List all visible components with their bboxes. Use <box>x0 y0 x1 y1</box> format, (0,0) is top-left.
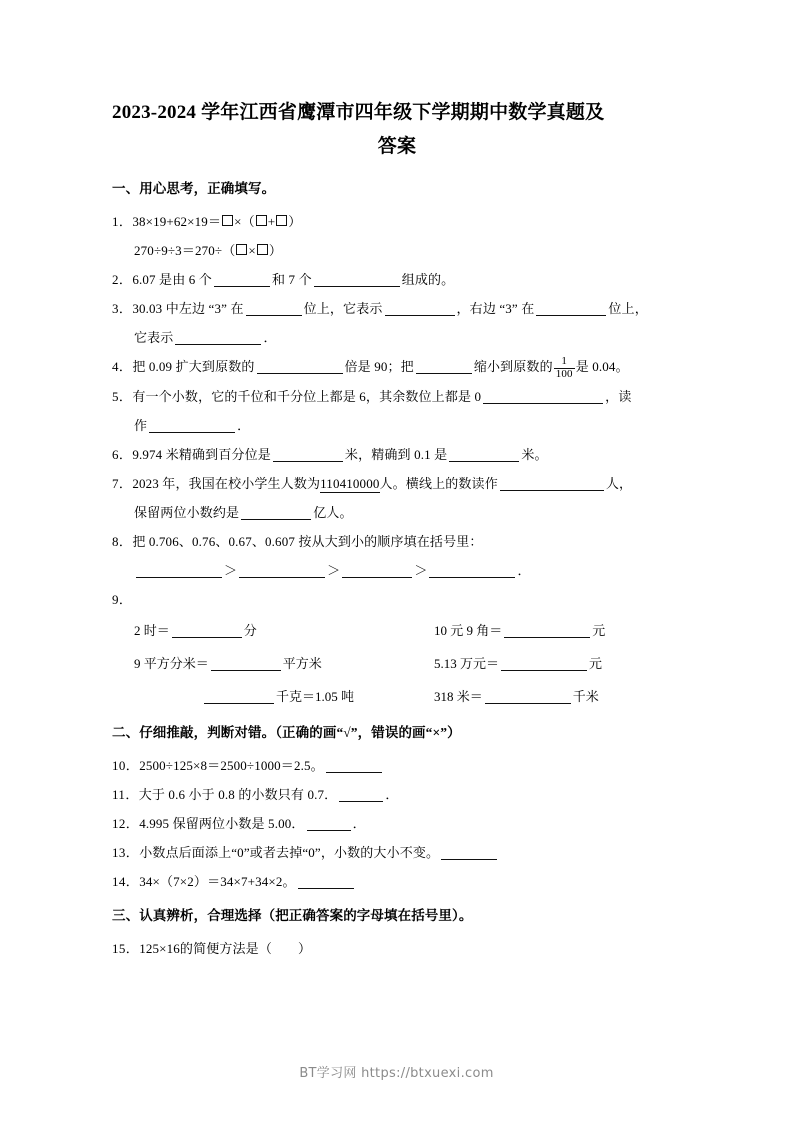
answer-box-icon[interactable] <box>222 215 233 226</box>
conversion-4-post: 元 <box>589 655 603 671</box>
question-5-text-c: 作 <box>134 417 148 433</box>
question-14-text: 34×（7×2）＝34×7+34×2。 <box>139 873 296 889</box>
blank-field[interactable] <box>241 506 311 520</box>
underlined-number: 110410000 <box>320 475 380 491</box>
question-3-text-b: 位上，它表示 <box>303 301 383 316</box>
question-2-text-a: 6.07 是由 6 个 <box>132 272 212 287</box>
question-5-number: 5． <box>112 388 133 404</box>
question-6-number: 6． <box>112 446 133 462</box>
blank-field[interactable] <box>485 690 571 704</box>
conversion-3-post: 平方米 <box>282 655 322 671</box>
question-8-gt-3: ＞ <box>414 562 428 578</box>
question-5-text-a: 有一个小数，它的千位和千分位上都是 6，其余数位上都是 0 <box>132 388 482 404</box>
blank-field[interactable] <box>246 302 302 316</box>
fraction-numerator: 1 <box>561 355 568 368</box>
question-9-line-1 <box>112 585 682 614</box>
question-12 <box>112 809 682 838</box>
blank-field[interactable] <box>483 390 603 404</box>
question-3-text-c: ，右边 “3” 在 <box>456 301 535 316</box>
question-2-text-b: 和 7 个 <box>271 272 312 287</box>
blank-field[interactable] <box>339 788 383 802</box>
question-5-text-b: ，读 <box>605 388 632 404</box>
blank-field[interactable] <box>172 624 242 638</box>
blank-field[interactable] <box>441 846 497 860</box>
question-7-line-1 <box>112 469 682 498</box>
question-5-line-1 <box>112 382 682 411</box>
conversion-6-post: 千米 <box>572 688 599 704</box>
question-7-text-a: 2023 年，我国在校小学生人数为 <box>132 475 321 491</box>
question-10-number: 10． <box>112 757 140 773</box>
question-9 <box>112 585 682 614</box>
question-14 <box>112 867 682 896</box>
page-title-line-2: 答案 <box>377 136 417 157</box>
footer-watermark: BT学习网 https://btxuexi.com <box>299 1066 494 1081</box>
answer-box-icon[interactable] <box>256 215 267 226</box>
blank-field[interactable] <box>149 419 235 433</box>
conversion-4-pre: 5.13 万元＝ <box>434 655 500 671</box>
question-15-line-1 <box>112 934 682 963</box>
blank-field[interactable] <box>504 624 590 638</box>
question-11-number: 11． <box>112 786 139 802</box>
question-6-line-1 <box>112 440 682 469</box>
question-8-number: 8． <box>112 533 133 549</box>
blank-field[interactable] <box>136 564 222 578</box>
section-heading-3: 三、认真辨析，合理选择（把正确答案的字母填在括号里）。 <box>112 907 473 923</box>
question-7-line-2 <box>112 498 682 527</box>
question-11 <box>112 780 682 809</box>
page-title <box>112 96 682 164</box>
question-3-text-f: ． <box>263 330 277 345</box>
question-4-number: 4． <box>112 359 133 374</box>
question-1-text-a: 38×19+62×19＝ <box>132 214 222 229</box>
question-3-line-1 <box>112 294 682 323</box>
conversion-row-3-left <box>134 680 434 713</box>
question-7 <box>112 469 682 527</box>
blank-field[interactable] <box>204 690 274 704</box>
section-heading-1: 一、用心思考，正确填写。 <box>112 181 276 196</box>
section-heading-2: 二、仔细推敲，判断对错。（正确的画“√”，错误的画“×”） <box>112 724 461 740</box>
question-7-number: 7． <box>112 475 133 491</box>
question-15-close: ） <box>298 940 312 956</box>
conversion-row-1-right <box>434 614 682 647</box>
question-3-number: 3． <box>112 301 133 316</box>
question-12-number: 12． <box>112 815 140 831</box>
question-3-text-e: 它表示 <box>134 330 174 345</box>
question-8-gt-1: ＞ <box>224 562 238 578</box>
answer-box-icon[interactable] <box>257 244 268 255</box>
conversion-row-3-right <box>434 680 682 713</box>
blank-field[interactable] <box>536 302 606 316</box>
question-2-text-c: 组成的。 <box>401 272 455 287</box>
document-content <box>112 96 682 963</box>
blank-field[interactable] <box>307 817 351 831</box>
question-1-text-f: × <box>248 243 256 258</box>
conversion-5-post: 千克＝1.05 吨 <box>276 688 355 704</box>
question-10 <box>112 751 682 780</box>
question-1-line-2 <box>112 236 682 265</box>
question-11-line-1 <box>112 780 682 809</box>
question-14-number: 14． <box>112 873 140 889</box>
question-6-text-a: 9.974 米精确到百分位是 <box>132 446 271 462</box>
question-13 <box>112 838 682 867</box>
question-8-end: ． <box>517 562 531 578</box>
question-8-line-2 <box>112 556 682 585</box>
question-12-end: ． <box>352 815 366 831</box>
question-15-text: 125×16的简便方法是（ <box>139 940 272 956</box>
question-2 <box>112 265 682 294</box>
question-12-line-1 <box>112 809 682 838</box>
question-2-line-1 <box>112 265 682 294</box>
question-13-text: 小数点后面添上“0”或者去掉“0”，小数的大小不变。 <box>139 844 440 860</box>
conversion-row-1-left <box>134 614 434 647</box>
page-title-line-1: 2023-2024 学年江西省鹰潭市四年级下学期期中数学真题及 <box>112 102 605 123</box>
question-5 <box>112 382 682 440</box>
blank-field[interactable] <box>175 331 261 345</box>
question-9-number: 9． <box>112 591 133 607</box>
question-6-text-c: 米。 <box>521 446 548 462</box>
question-8-line-1 <box>112 527 682 556</box>
question-5-text-d: ． <box>237 417 251 433</box>
question-13-line-1 <box>112 838 682 867</box>
question-3-text-a: 30.03 中左边 “3” 在 <box>132 301 244 316</box>
blank-field[interactable] <box>429 564 515 578</box>
conversion-row-2-right <box>434 647 682 680</box>
question-1-text-b: ×（ <box>234 214 255 229</box>
blank-field[interactable] <box>273 448 343 462</box>
question-4-text-a: 把 0.09 扩大到原数的 <box>132 359 255 374</box>
question-15-number: 15． <box>112 940 140 956</box>
conversion-2-pre: 10 元 9 角＝ <box>434 622 503 638</box>
blank-field[interactable] <box>326 759 382 773</box>
unit-conversion-grid <box>112 614 682 713</box>
question-8 <box>112 527 682 585</box>
question-1-number: 1． <box>112 214 133 229</box>
question-1 <box>112 207 682 265</box>
blank-field[interactable] <box>298 875 354 889</box>
question-1-text-c: + <box>267 214 276 229</box>
fraction-denominator: 100 <box>555 368 573 380</box>
blank-field[interactable] <box>449 448 519 462</box>
blank-field[interactable] <box>239 564 325 578</box>
question-4-text-d: 是 0.04。 <box>575 359 629 374</box>
blank-field[interactable] <box>416 360 472 374</box>
question-6-text-b: 米，精确到 0.1 是 <box>344 446 448 462</box>
blank-field[interactable] <box>214 273 270 287</box>
answer-box-icon[interactable] <box>236 244 247 255</box>
question-10-line-1 <box>112 751 682 780</box>
fraction-one-hundredth <box>554 356 575 380</box>
conversion-1-post: 分 <box>243 622 257 638</box>
question-8-text-a: 把 0.706、0.76、0.67、0.607 按从大到小的顺序填在括号里： <box>132 533 483 549</box>
question-7-text-d: 保留两位小数约是 <box>134 504 240 520</box>
answer-box-icon[interactable] <box>276 215 287 226</box>
question-12-text: 4.995 保留两位小数是 5.00． <box>139 815 305 831</box>
conversion-3-pre: 9 平方分米＝ <box>134 655 209 671</box>
question-11-end: ． <box>385 786 399 802</box>
conversion-2-post: 元 <box>592 622 606 638</box>
question-14-line-1 <box>112 867 682 896</box>
question-15 <box>112 934 682 963</box>
blank-field[interactable] <box>257 360 343 374</box>
question-1-text-d: ） <box>288 214 302 229</box>
question-7-text-b: 人。横线上的数读作 <box>379 475 498 491</box>
conversion-row-2-left <box>134 647 434 680</box>
blank-field[interactable] <box>500 477 604 491</box>
question-1-text-e: 270÷9÷3＝270÷（ <box>134 243 236 258</box>
question-4 <box>112 352 682 382</box>
blank-field[interactable] <box>314 273 400 287</box>
question-1-line-1 <box>112 207 682 236</box>
conversion-6-pre: 318 米＝ <box>434 688 483 704</box>
conversion-1-pre: 2 时＝ <box>134 622 170 638</box>
question-8-gt-2: ＞ <box>327 562 341 578</box>
question-2-number: 2． <box>112 272 133 287</box>
question-11-text: 大于 0.6 小于 0.8 的小数只有 0.7． <box>138 786 338 802</box>
question-6 <box>112 440 682 469</box>
question-4-text-b: 倍是 90；把 <box>344 359 414 374</box>
question-4-line-1 <box>112 352 682 382</box>
blank-field[interactable] <box>501 657 587 671</box>
blank-field[interactable] <box>342 564 412 578</box>
question-1-text-g: ） <box>268 243 282 258</box>
question-13-number: 13． <box>112 844 140 860</box>
question-7-text-e: 亿人。 <box>313 504 353 520</box>
blank-field[interactable] <box>211 657 281 671</box>
question-7-text-c: 人， <box>605 475 633 491</box>
question-10-text: 2500÷125×8＝2500÷1000＝2.5。 <box>139 757 324 773</box>
blank-field[interactable] <box>385 302 455 316</box>
question-3-line-2 <box>112 323 682 352</box>
question-3 <box>112 294 682 352</box>
question-4-text-c: 缩小到原数的 <box>473 359 553 374</box>
question-5-line-2 <box>112 411 682 440</box>
question-3-text-d: 位上， <box>608 301 648 316</box>
